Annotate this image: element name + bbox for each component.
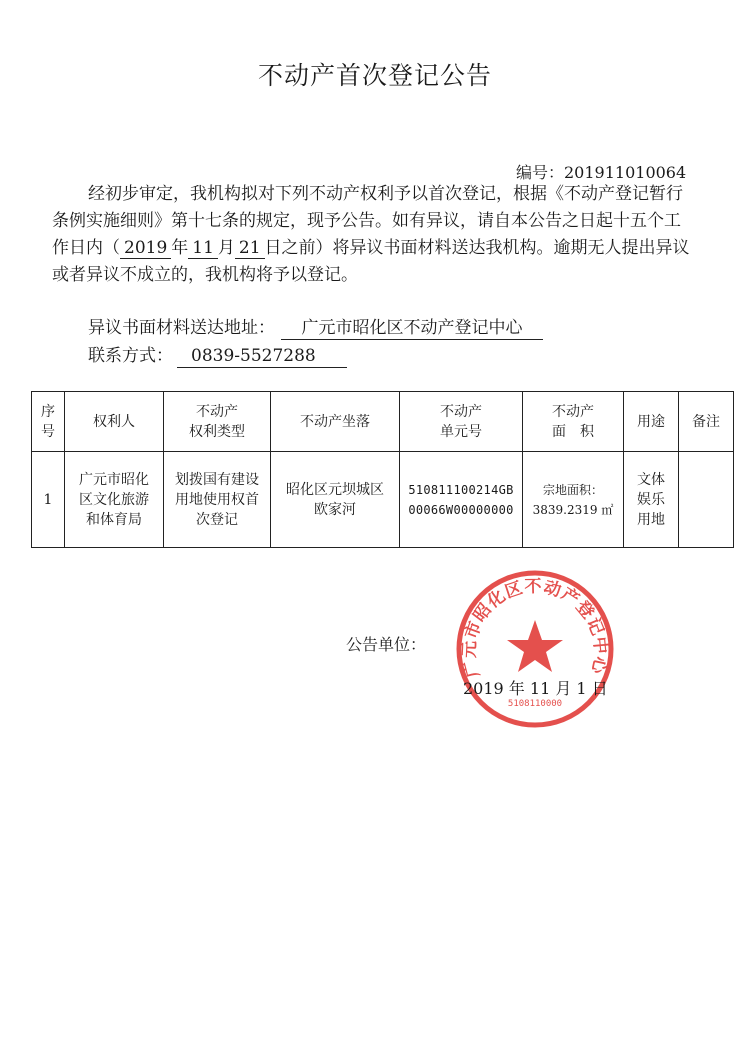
- cell-owner-line-2: 区文化旅游: [79, 491, 149, 508]
- body-line-3-suffix: 日之前）将异议书面材料送达我机构。逾期无人提出异议: [264, 238, 690, 258]
- month-char: 月: [217, 238, 235, 258]
- header-right-type-2: 权利类型: [189, 423, 245, 440]
- body-line-4: 或者异议不成立的，我机构将予以登记。: [52, 265, 358, 285]
- deadline-day: 21: [235, 238, 265, 259]
- cell-use-line-2: 娱乐: [637, 491, 665, 508]
- cell-location-line-2: 欧家河: [314, 501, 356, 518]
- objection-address-value: 广元市昭化区不动产登记中心: [281, 318, 543, 340]
- cell-unit-no-line-1: 510811100214GB: [408, 482, 514, 497]
- header-unit-no-1: 不动产: [440, 403, 482, 420]
- body-line-3: [52, 235, 718, 262]
- header-location: 不动产坐落: [271, 392, 400, 452]
- header-remark: 备注: [679, 392, 734, 452]
- cell-unit-no-line-2: 00066W00000000: [408, 502, 514, 517]
- cell-location: [271, 452, 400, 548]
- seal-code: 5108110000: [507, 699, 563, 709]
- announcement-body: [52, 181, 718, 289]
- header-seq: [32, 392, 65, 452]
- header-unit-no: [400, 392, 523, 452]
- publisher-label: 公告单位：: [346, 635, 427, 654]
- cell-owner-line-3: 和体育局: [86, 511, 142, 528]
- document-title: 不动产首次登记公告: [257, 61, 492, 90]
- registration-table: [31, 391, 734, 548]
- header-owner: 权利人: [65, 392, 164, 452]
- deadline-month: 11: [188, 238, 218, 259]
- cell-area-label: 宗地面积：: [542, 482, 603, 497]
- header-use: 用途: [624, 392, 679, 452]
- body-line-3-prefix: 作日内（: [52, 238, 120, 258]
- objection-address-label: 异议书面材料送达地址：: [88, 318, 275, 338]
- cell-use-line-3: 用地: [637, 511, 665, 528]
- cell-unit-no: [400, 452, 523, 548]
- contact-value: 0839-5527288: [177, 346, 347, 368]
- cell-location-line-1: 昭化区元坝城区: [286, 481, 384, 498]
- cell-seq: 1: [32, 452, 65, 548]
- cell-right-type: [164, 452, 271, 548]
- header-seq-2: 号: [41, 423, 55, 440]
- contact-row: [88, 341, 347, 368]
- contact-label: 联系方式：: [88, 346, 173, 366]
- objection-address-row: [88, 313, 543, 340]
- header-area-1: 不动产: [552, 403, 594, 420]
- body-line-2: 条例实施细则》第十七条的规定，现予公告。如有异议，请自本公告之日起十五个工: [52, 211, 681, 231]
- cell-area: [523, 452, 624, 548]
- cell-owner: [65, 452, 164, 548]
- cell-use-line-1: 文体: [637, 471, 665, 488]
- cell-right-type-line-3: 次登记: [196, 511, 238, 528]
- cell-use: [624, 452, 679, 548]
- header-area: [523, 392, 624, 452]
- deadline-year: 2019: [120, 238, 171, 259]
- publish-date: 2019 年 11 月 1 日: [463, 679, 608, 698]
- header-area-2: 面 积: [552, 423, 594, 440]
- header-unit-no-2: 单元号: [440, 423, 482, 440]
- cell-area-value: 3839.2319 ㎡: [532, 502, 614, 517]
- official-seal-icon: [454, 568, 616, 730]
- header-right-type-1: 不动产: [196, 403, 238, 420]
- header-right-type: [164, 392, 271, 452]
- seal-text: 广元市昭化区不动产登记中心: [459, 576, 611, 680]
- cell-right-type-line-2: 用地使用权首: [175, 491, 259, 508]
- table-row: [32, 452, 734, 548]
- year-char: 年: [171, 238, 189, 258]
- body-line-1: 经初步审定，我机构拟对下列不动产权利予以首次登记，根据《不动产登记暂行: [88, 184, 683, 204]
- document-number: 编号：201911010064: [516, 163, 687, 182]
- cell-owner-line-1: 广元市昭化: [79, 471, 149, 488]
- cell-right-type-line-1: 划拨国有建设: [175, 471, 259, 488]
- cell-remark: [679, 452, 734, 548]
- header-seq-1: 序: [41, 403, 55, 420]
- table-header-row: [32, 392, 734, 452]
